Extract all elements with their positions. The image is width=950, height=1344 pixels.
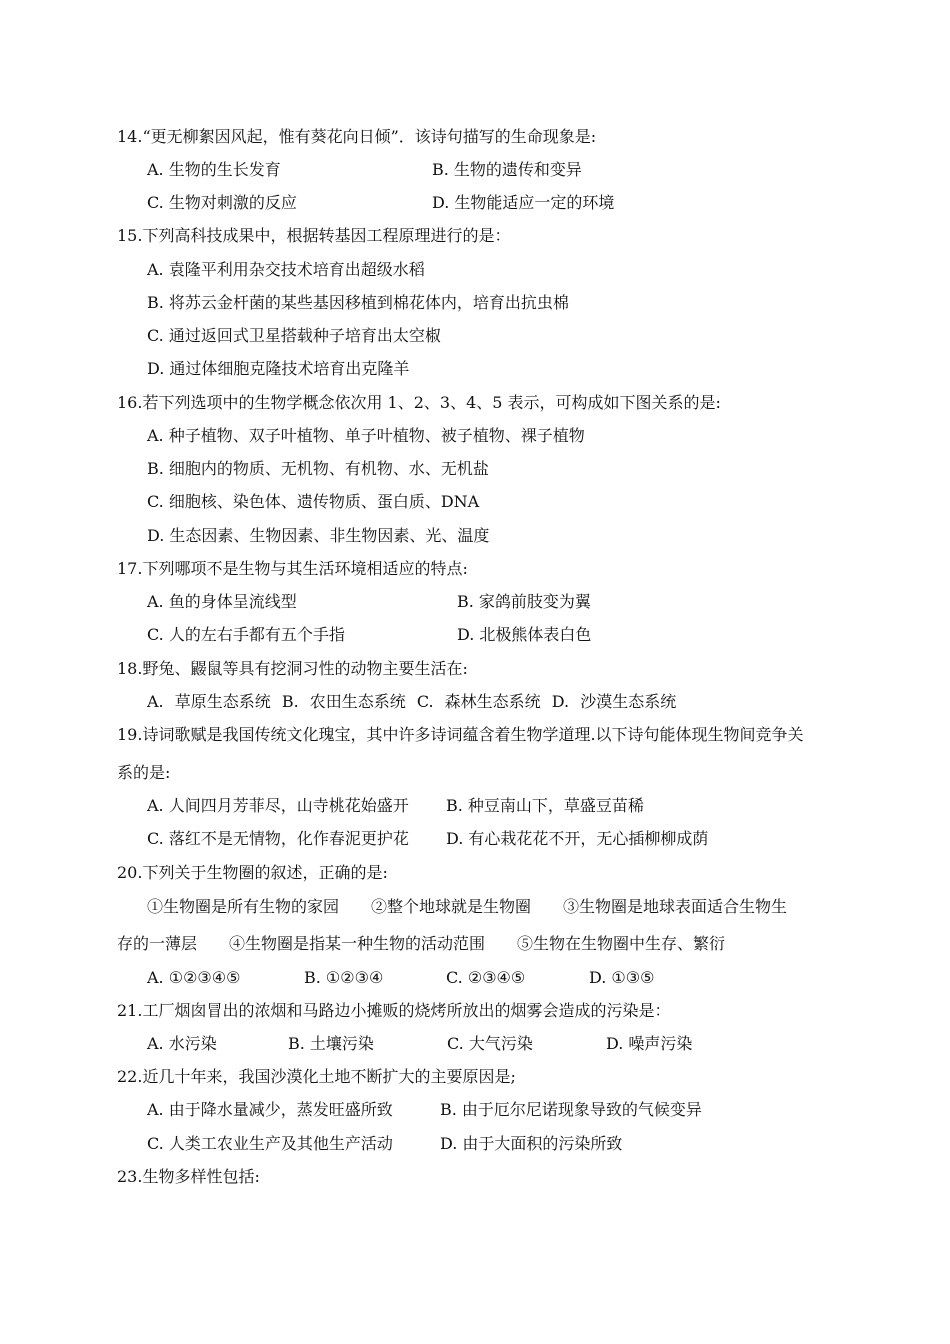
question-18-options: A. 草原生态系统 B. 农田生态系统 C. 森林生态系统 D. 沙漠生态系统 (147, 692, 677, 711)
question-16-option-b: B. 细胞内的物质、无机物、有机物、水、无机盐 (147, 459, 489, 478)
question-15-stem: 15.下列高科技成果中，根据转基因工程原理进行的是： (117, 226, 511, 245)
question-14-option-d: D. 生物能适应一定的环境 (432, 193, 615, 212)
question-23-stem: 23.生物多样性包括: (117, 1167, 260, 1186)
question-14-option-c: C. 生物对刺激的反应 (147, 193, 297, 212)
question-19-option-a: A. 人间四月芳菲尽，山寺桃花始盛开 (147, 796, 409, 815)
question-21-stem: 21.工厂烟囱冒出的浓烟和马路边小摊贩的烧烤所放出的烟雾会造成的污染是： (117, 1001, 671, 1020)
question-17-option-a: A. 鱼的身体呈流线型 (147, 592, 297, 611)
question-22-stem: 22.近几十年来，我国沙漠化土地不断扩大的主要原因是; (117, 1067, 516, 1086)
question-16-option-a: A. 种子植物、双子叶植物、单子叶植物、被子植物、裸子植物 (147, 426, 585, 445)
question-20-option-d: D. ①③⑤ (589, 968, 655, 987)
question-20-option-a: A. ①②③④⑤ (147, 968, 241, 987)
question-19-option-d: D. 有心栽花花不开，无心插柳柳成荫 (446, 829, 709, 848)
question-17-option-d: D. 北极熊体表白色 (457, 625, 592, 644)
question-16-stem: 16.若下列选项中的生物学概念依次用 1、2、3、4、5 表示，可构成如下图关系的是: (117, 393, 721, 412)
question-21-option-a: A. 水污染 (147, 1034, 217, 1053)
question-15-option-b: B. 将苏云金杆菌的某些基因移植到棉花体内，培育出抗虫棉 (147, 293, 569, 312)
question-21-option-d: D. 噪声污染 (606, 1034, 693, 1053)
question-20-option-c: C. ②③④⑤ (446, 968, 526, 987)
question-15-option-a: A. 袁隆平利用杂交技术培育出超级水稻 (147, 260, 425, 279)
question-18-stem: 18.野兔、鼹鼠等具有挖洞习性的动物主要生活在: (117, 659, 468, 678)
question-16-option-c: C. 细胞核、染色体、遗传物质、蛋白质、DNA (147, 492, 480, 511)
question-15-option-c: C. 通过返回式卫星搭载种子培育出太空椒 (147, 326, 441, 345)
question-20-statement-line-2: 存的一薄层 ④生物圈是指某一种生物的活动范围 ⑤生物在生物圈中生存、繁衍 (117, 934, 726, 953)
question-22-option-a: A. 由于降水量减少，蒸发旺盛所致 (147, 1100, 393, 1119)
question-15-option-d: D. 通过体细胞克隆技术培育出克隆羊 (147, 359, 410, 378)
question-21-option-b: B. 土壤污染 (288, 1034, 374, 1053)
question-14-option-a: A. 生物的生长发育 (147, 160, 281, 179)
question-19-option-b: B. 种豆南山下，草盛豆苗稀 (446, 796, 644, 815)
question-14-stem: 14.“更无柳絮因风起，惟有葵花向日倾”．该诗句描写的生命现象是: (117, 127, 597, 146)
question-19-option-c: C. 落红不是无情物，化作春泥更护花 (147, 829, 409, 848)
question-21-option-c: C. 大气污染 (447, 1034, 533, 1053)
question-22-option-d: D. 由于大面积的污染所致 (440, 1134, 623, 1153)
question-16-option-d: D. 生态因素、生物因素、非生物因素、光、温度 (147, 526, 490, 545)
question-22-option-b: B. 由于厄尔尼诺现象导致的气候变异 (440, 1100, 702, 1119)
question-17-option-b: B. 家鸽前肢变为翼 (457, 592, 591, 611)
question-20-statement-line-1: ①生物圈是所有生物的家园 ②整个地球就是生物圈 ③生物圈是地球表面适合生物生 (147, 897, 788, 916)
question-20-option-b: B. ①②③④ (304, 968, 384, 987)
question-17-option-c: C. 人的左右手都有五个手指 (147, 625, 345, 644)
question-19-stem-line-2: 系的是: (117, 763, 171, 782)
question-20-stem: 20.下列关于生物圈的叙述，正确的是: (117, 863, 388, 882)
question-22-option-c: C. 人类工农业生产及其他生产活动 (147, 1134, 393, 1153)
question-19-stem-line-1: 19.诗词歌赋是我国传统文化瑰宝，其中许多诗词蕴含着生物学道理.以下诗句能体现生物间竞争关 (117, 725, 804, 744)
question-14-option-b: B. 生物的遗传和变异 (432, 160, 582, 179)
question-17-stem: 17.下列哪项不是生物与其生活环境相适应的特点: (117, 559, 468, 578)
